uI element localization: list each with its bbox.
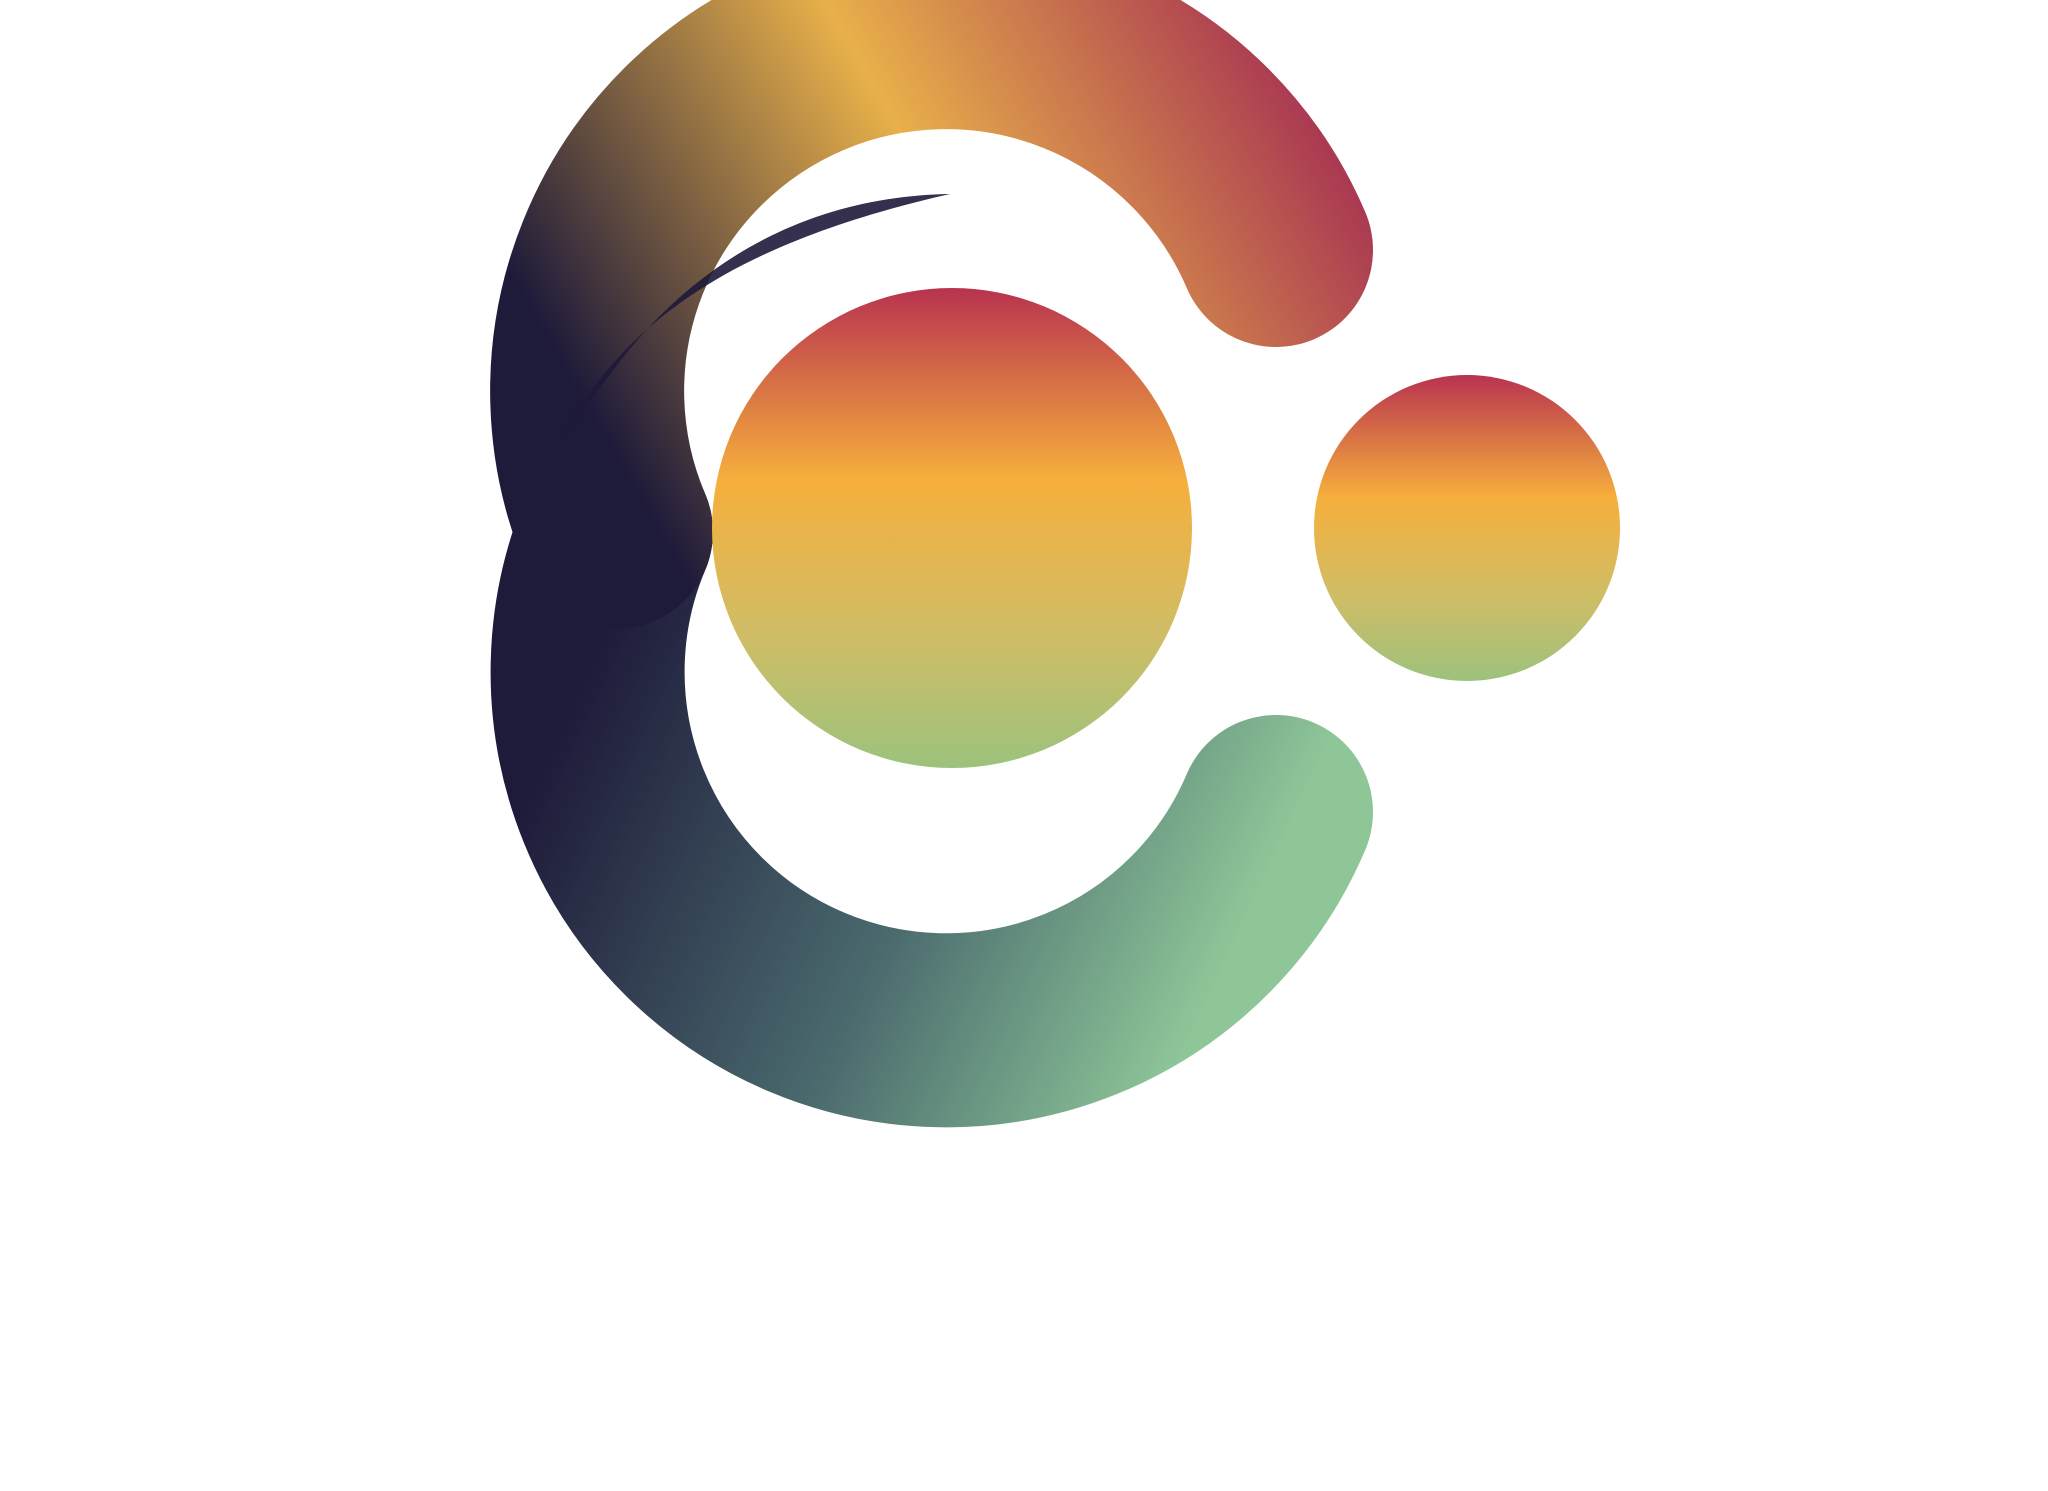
center-dot — [712, 288, 1192, 768]
side-dot — [1314, 375, 1620, 681]
